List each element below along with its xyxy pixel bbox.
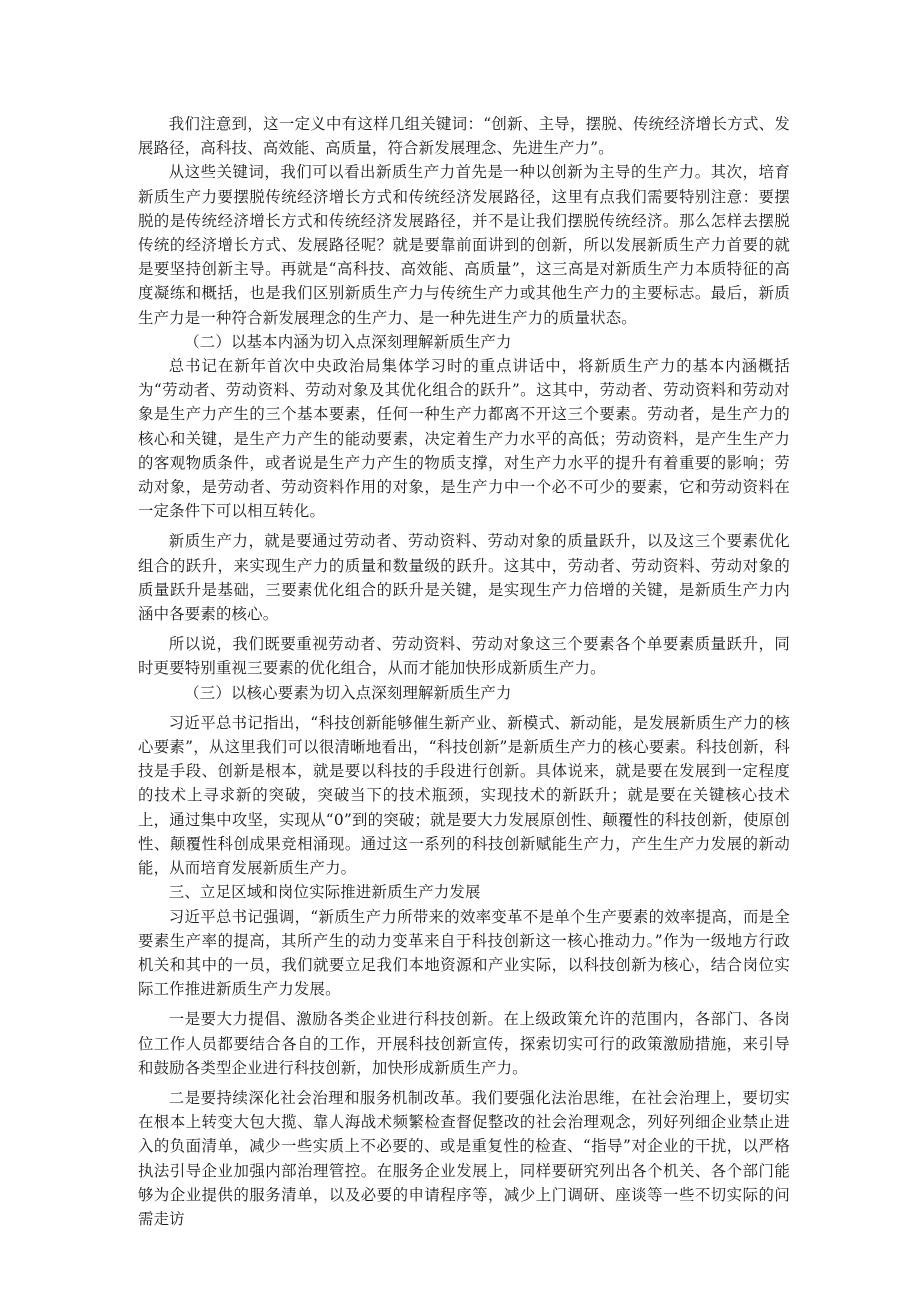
section-heading: （二）以基本内涵为切入点深刻理解新质生产力 <box>184 332 512 351</box>
paragraph: 习近平总书记指出，“科技创新能够催生新产业、新模式、新动能，是发展新质生产力的核心要素”，从这里我们可以很清晰地看出，“科技创新”是新质生产力的核心要素。科技创新，科技是手段、创新是根本，就是要以科技的手段进行创新。具体说来，就是要在发展到一定程度的技术上寻求新的突破，突破当下的技术瓶颈，实现技术的新跃升；就是要在关键核心技术上，通过集中攻坚，实现从“0”到的突破；就是要大力发展原创性、颠覆性的科技创新，使原创性、颠覆性科创成果竞相涌现。通过这一系列的科技创新赋能生产力，产生生产力发展的新动能，从而培育发展新质生产力。 <box>138 713 790 878</box>
paragraph: 所以说，我们既要重视劳动者、劳动资料、劳动对象这三个要素各个单要素质量跃升，同时更要特别重视三要素的优化组合，从而才能加快形成新质生产力。 <box>138 635 790 678</box>
paragraph: 从这些关键词，我们可以看出新质生产力首先是一种以创新为主导的生产力。其次，培育新质生产力要摆脱传统经济增长方式和传统经济发展路径，这里有点我们需要特别注意：要摆脱的是传统经济增长方式和传统经济发展路径，并不是让我们摆脱传统经济。那么怎样去摆脱传统的经济增长方式、发展路径呢？就是要靠前面讲到的创新，所以发展新质生产力首要的就是要坚持创新主导。再就是“高科技、高效能、高质量”，这三高是对新质生产力本质特征的高度凝练和概括，也是我们区别新质生产力与传统生产力或其他生产力的主要标志。最后，新质生产力是一种符合新发展理念的生产力、是一种先进生产力的质量状态。 <box>138 163 790 327</box>
paragraph: 一是要大力提倡、激励各类企业进行科技创新。在上级政策允许的范围内，各部门、各岗位工作人员都要结合各自的工作，开展科技创新宣传，探索切实可行的政策激励措施，来引导和鼓励各类型企业进行科技创新，加快形成新质生产力。 <box>138 1010 790 1077</box>
section-heading: 三、立足区域和岗位实际推进新质生产力发展 <box>168 883 481 902</box>
paragraph: 习近平总书记强调，“新质生产力所带来的效率变革不是单个生产要素的效率提高，而是全要素生产率的提高，其所产生的动力变革来自于科技创新这一核心推动力。”作为一级地方行政机关和其中的一员，我们就要立足我们本地资源和产业实际，以科技创新为核心，结合岗位实际工作推进新质生产力发展。 <box>138 907 790 999</box>
section-heading: （三）以核心要素为切入点深刻理解新质生产力 <box>184 683 512 702</box>
paragraph: 二是要持续深化社会治理和服务机制改革。我们要强化法治思维，在社会治理上，要切实在根本上转变大包大揽、靠人海战术频繁检查督促整改的社会治理观念，列好列细企业禁止进入的负面清单，减少一些实质上不必要的、或是重复性的检查、“指导”对企业的干扰，以严格执法引导企业加强内部治理管控。在服务企业发展上，同样要研究列出各个机关、各个部门能够为企业提供的服务清单，以及必要的申请程序等，减少上门调研、座谈等一些不切实际的问需走访 <box>138 1088 790 1228</box>
paragraph: 总书记在新年首次中央政治局集体学习时的重点讲话中，将新质生产力的基本内涵概括为“劳动者、劳动资料、劳动对象及其优化组合的跃升”。这其中，劳动者、劳动资料和劳动对象是生产力产生的三个基本要素，任何一种生产力都离不开这三个要素。劳动者，是生产力的核心和关键，是生产力产生的能动要素，决定着生产力水平的高低；劳动资料，是产生生产力的客观物质条件，或者说是生产力产生的物质支撑，对生产力水平的提升有着重要的影响；劳动对象，是劳动者、劳动资料作用的对象，是生产力中一个必不可少的要素，它和劳动资料在一定条件下可以相互转化。 <box>138 357 790 521</box>
paragraph: 我们注意到，这一定义中有这样几组关键词：“创新、主导，摆脱、传统经济增长方式、发展路径，高科技、高效能、高质量，符合新发展理念、先进生产力”。 <box>138 115 790 158</box>
document-body <box>138 112 790 1231</box>
paragraph: 新质生产力，就是要通过劳动者、劳动资料、劳动对象的质量跃升，以及这三个要素优化组合的跃升，来实现生产力的质量和数量级的跃升。这其中，劳动者、劳动资料、劳动对象的质量跃升是基础，三要素优化组合的跃升是关键，是实现生产力倍增的关键，是新质生产力内涵中各要素的核心。 <box>138 532 790 624</box>
